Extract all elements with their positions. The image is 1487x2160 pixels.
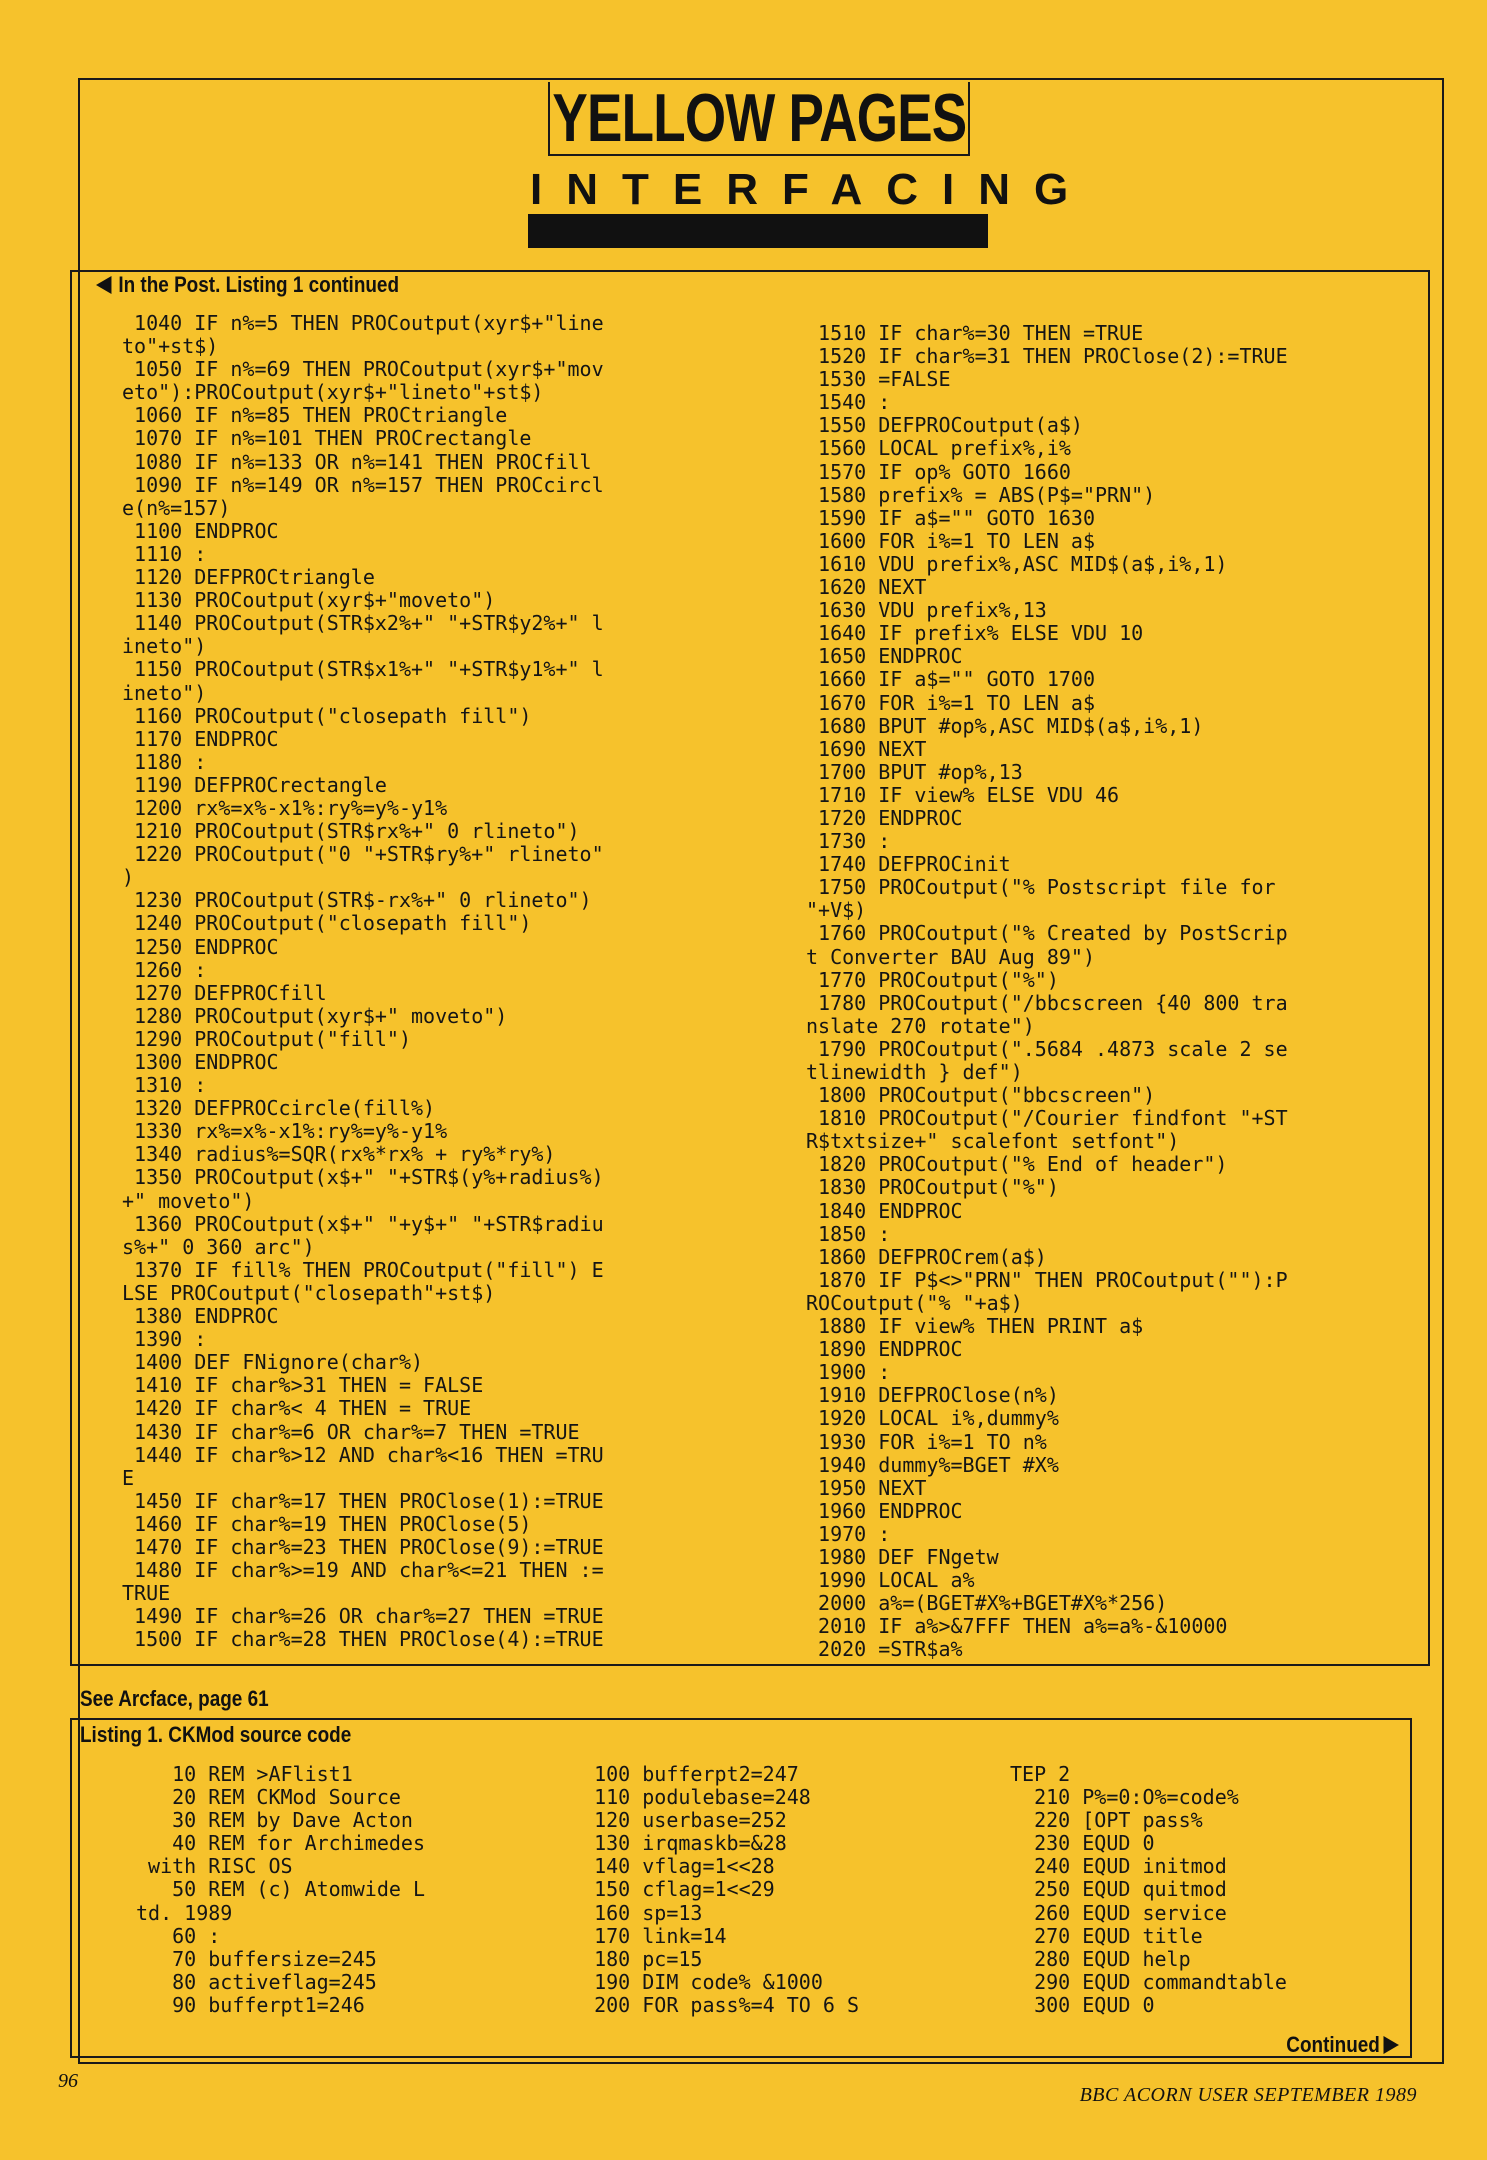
code-line: 1760 PROCoutput("% Created by PostScrip (806, 921, 1288, 946)
code-line: 1200 rx%=x%-x1%:ry%=y%-y1% (122, 795, 448, 820)
code-line: 130 irqmaskb=&28 (570, 1831, 787, 1856)
code-line: ineto") (122, 634, 207, 659)
code-line: 1990 LOCAL a% (806, 1568, 975, 1593)
code-line: 1630 VDU prefix%,13 (806, 598, 1047, 623)
code-line: 260 EQUD service (1010, 1900, 1227, 1925)
post-listing-heading: In the Post. Listing 1 continued (96, 272, 399, 298)
code-line: 210 P%=0:O%=code% (1010, 1785, 1239, 1810)
code-line: to"+st$) (122, 334, 219, 359)
code-line: 1220 PROCoutput("0 "+STR$ry%+" rlineto" (122, 842, 604, 867)
section-title: INTERFACING (530, 165, 1093, 214)
code-line: 1500 IF char%=28 THEN PROClose(4):=TRUE (122, 1627, 604, 1652)
code-line: 1050 IF n%=69 THEN PROCoutput(xyr$+"mov (122, 357, 604, 382)
page-title: YELLOW PAGES (551, 80, 967, 156)
code-line: 1580 prefix% = ABS(P$="PRN") (806, 482, 1156, 507)
code-line: 90 bufferpt1=246 (136, 1992, 365, 2017)
code-line: 1440 IF char%>12 AND char%<16 THEN =TRU (122, 1442, 604, 1467)
code-line: 1970 : (806, 1521, 891, 1546)
code-line: 1320 DEFPROCcircle(fill%) (122, 1096, 436, 1121)
code-line: 1270 DEFPROCfill (122, 980, 327, 1005)
code-line: 1240 PROCoutput("closepath fill") (122, 911, 532, 936)
code-line: 1180 : (122, 749, 207, 774)
code-line: R$txtsize+" scalefont setfont") (806, 1129, 1180, 1154)
code-line: 1290 PROCoutput("fill") (122, 1026, 411, 1051)
code-line: with RISC OS (136, 1854, 293, 1879)
code-line: 50 REM (c) Atomwide L (136, 1877, 425, 1902)
code-line: 120 userbase=252 (570, 1808, 787, 1833)
code-line: 1160 PROCoutput("closepath fill") (122, 703, 532, 728)
header-banner (548, 82, 970, 156)
code-line: 1820 PROCoutput("% End of header") (806, 1152, 1228, 1177)
code-line: 170 link=14 (570, 1923, 727, 1948)
code-line: 1400 DEF FNignore(char%) (122, 1350, 424, 1375)
code-line: 1490 IF char%=26 OR char%=27 THEN =TRUE (122, 1604, 604, 1629)
code-line: 1090 IF n%=149 OR n%=157 THEN PROCcircl (122, 472, 604, 497)
code-line: 160 sp=13 (570, 1900, 703, 1925)
code-line: TRUE (122, 1581, 171, 1606)
code-line: e(n%=157) (122, 495, 231, 520)
code-line: 1190 DEFPROCrectangle (122, 772, 387, 797)
post-listing-column-1 (122, 312, 604, 1651)
code-line: 1920 LOCAL i%,dummy% (806, 1406, 1059, 1431)
code-line: ) (122, 865, 135, 890)
code-line: 1660 IF a$="" GOTO 1700 (806, 667, 1095, 692)
code-line: 150 cflag=1<<29 (570, 1877, 775, 1902)
code-line: ineto") (122, 680, 207, 705)
code-line: 270 EQUD title (1010, 1923, 1203, 1948)
code-line: 1040 IF n%=5 THEN PROCoutput(xyr$+"line (122, 311, 604, 335)
code-line: tlinewidth } def") (806, 1060, 1023, 1084)
code-line: 10 REM >AFlist1 (136, 1762, 353, 1786)
code-line: 1520 IF char%=31 THEN PROClose(2):=TRUE (806, 344, 1288, 369)
code-line: 2020 =STR$a% (806, 1637, 963, 1662)
code-line: 1860 DEFPROCrem(a$) (806, 1244, 1047, 1269)
code-line: 110 podulebase=248 (570, 1785, 811, 1810)
code-line: 1210 PROCoutput(STR$rx%+" 0 rlineto") (122, 819, 580, 844)
code-line: 1850 : (806, 1221, 891, 1246)
ckmod-listing-heading: Listing 1. CKMod source code (80, 1722, 352, 1747)
code-line: 1280 PROCoutput(xyr$+" moveto") (122, 1003, 508, 1028)
code-line: 1740 DEFPROCinit (806, 852, 1011, 877)
code-line: 1840 ENDPROC (806, 1198, 963, 1223)
code-line: 230 EQUD 0 (1010, 1831, 1155, 1856)
code-line: 1690 NEXT (806, 736, 927, 761)
code-line: 1250 ENDPROC (122, 934, 279, 959)
code-line: 1680 BPUT #op%,ASC MID$(a$,i%,1) (806, 713, 1204, 738)
code-line: 1410 IF char%>31 THEN = FALSE (122, 1373, 484, 1398)
code-line: 250 EQUD quitmod (1010, 1877, 1227, 1902)
code-line: 190 DIM code% &1000 (570, 1969, 823, 1994)
code-line: 140 vflag=1<<28 (570, 1854, 775, 1879)
code-line: 1510 IF char%=30 THEN =TRUE (806, 321, 1144, 345)
code-line: 1910 DEFPROClose(n%) (806, 1383, 1059, 1408)
code-line: 1140 PROCoutput(STR$x2%+" "+STR$y2%+" l (122, 611, 604, 636)
code-line: 1720 ENDPROC (806, 805, 963, 830)
code-line: 1560 LOCAL prefix%,i% (806, 436, 1071, 461)
code-line: 1120 DEFPROCtriangle (122, 565, 375, 590)
code-line: 1950 NEXT (806, 1475, 927, 1500)
code-line: 1700 BPUT #op%,13 (806, 759, 1023, 784)
code-line: 100 bufferpt2=247 (570, 1762, 799, 1786)
code-line: 1640 IF prefix% ELSE VDU 10 (806, 621, 1144, 646)
code-line: 2010 IF a%>&7FFF THEN a%=a%-&10000 (806, 1614, 1228, 1639)
code-line: 1060 IF n%=85 THEN PROCtriangle (122, 403, 508, 428)
code-line: 1980 DEF FNgetw (806, 1544, 999, 1569)
arrow-right-icon (1384, 2036, 1399, 2054)
code-line: 1960 ENDPROC (806, 1498, 963, 1523)
code-line: 40 REM for Archimedes (136, 1831, 425, 1856)
code-line: 1380 ENDPROC (122, 1304, 279, 1329)
continued-label: Continued (1287, 2032, 1399, 2058)
publication-footer: BBC ACORN USER SEPTEMBER 1989 (1079, 2084, 1417, 2106)
code-line: 1590 IF a$="" GOTO 1630 (806, 505, 1095, 530)
code-line: 70 buffersize=245 (136, 1946, 377, 1971)
code-line: 1390 : (122, 1327, 207, 1352)
code-line: 1450 IF char%=17 THEN PROClose(1):=TRUE (122, 1488, 604, 1513)
code-line: 1880 IF view% THEN PRINT a$ (806, 1314, 1144, 1339)
code-line: LSE PROCoutput("closepath"+st$) (122, 1280, 496, 1305)
code-line: 1070 IF n%=101 THEN PROCrectangle (122, 426, 532, 451)
code-line: 290 EQUD commandtable (1010, 1969, 1287, 1994)
code-line: 1830 PROCoutput("%") (806, 1175, 1059, 1200)
code-line: 1810 PROCoutput("/Courier findfont "+ST (806, 1106, 1288, 1131)
code-line: 1340 radius%=SQR(rx%*rx% + ry%*ry%) (122, 1142, 556, 1167)
code-line: 1930 FOR i%=1 TO n% (806, 1429, 1047, 1454)
code-line: 1540 : (806, 390, 891, 415)
code-line: 200 FOR pass%=4 TO 6 S (570, 1992, 859, 2017)
code-line: s%+" 0 360 arc") (122, 1234, 315, 1259)
code-line: 300 EQUD 0 (1010, 1992, 1155, 2017)
code-line: 1710 IF view% ELSE VDU 46 (806, 782, 1120, 807)
post-listing-column-2 (806, 322, 1288, 1661)
code-line: 220 [OPT pass% (1010, 1808, 1203, 1833)
code-line: 80 activeflag=245 (136, 1969, 377, 1994)
code-line: 1150 PROCoutput(STR$x1%+" "+STR$y1%+" l (122, 657, 604, 682)
code-line: 1310 : (122, 1073, 207, 1098)
code-line: 1260 : (122, 957, 207, 982)
code-line: ROCoutput("% "+a$) (806, 1290, 1023, 1315)
code-line: 1620 NEXT (806, 575, 927, 600)
code-line: "+V$) (806, 898, 867, 923)
code-line: 1610 VDU prefix%,ASC MID$(a$,i%,1) (806, 551, 1228, 576)
code-line: 1870 IF P$<>"PRN" THEN PROCoutput(""):P (806, 1267, 1288, 1292)
ckmod-listing-column-2 (570, 1763, 859, 2017)
see-reference: See Arcface, page 61 (80, 1686, 269, 1711)
arrow-left-icon (96, 276, 111, 294)
code-line: 240 EQUD initmod (1010, 1854, 1227, 1879)
code-line: 1110 : (122, 541, 207, 566)
code-line: 1770 PROCoutput("%") (806, 967, 1059, 992)
code-line: 1420 IF char%< 4 THEN = TRUE (122, 1396, 472, 1421)
code-line: 30 REM by Dave Acton (136, 1808, 413, 1833)
code-line: 1570 IF op% GOTO 1660 (806, 459, 1071, 484)
code-line: 1080 IF n%=133 OR n%=141 THEN PROCfill (122, 449, 592, 474)
code-line: 180 pc=15 (570, 1946, 703, 1971)
code-line: 1750 PROCoutput("% Postscript file for (806, 875, 1276, 900)
code-line: 1230 PROCoutput(STR$-rx%+" 0 rlineto") (122, 888, 592, 913)
code-line: eto"):PROCoutput(xyr$+"lineto"+st$) (122, 380, 544, 405)
code-line: 1170 ENDPROC (122, 726, 279, 751)
code-line: 1530 =FALSE (806, 367, 951, 392)
code-line: t Converter BAU Aug 89") (806, 944, 1095, 969)
code-line: 2000 a%=(BGET#X%+BGET#X%*256) (806, 1591, 1168, 1616)
code-line: 280 EQUD help (1010, 1946, 1191, 1971)
code-line: nslate 270 rotate") (806, 1013, 1035, 1038)
code-line: 1650 ENDPROC (806, 644, 963, 669)
code-line: 1670 FOR i%=1 TO LEN a$ (806, 690, 1095, 715)
code-line: 1890 ENDPROC (806, 1337, 963, 1362)
code-line: 1300 ENDPROC (122, 1050, 279, 1074)
code-line: 1600 FOR i%=1 TO LEN a$ (806, 528, 1095, 553)
code-line: +" moveto") (122, 1188, 255, 1213)
code-line: 1470 IF char%=23 THEN PROClose(9):=TRUE (122, 1534, 604, 1559)
code-line: 1370 IF fill% THEN PROCoutput("fill") E (122, 1257, 604, 1282)
code-line: 1460 IF char%=19 THEN PROClose(5) (122, 1511, 532, 1536)
code-line: 1780 PROCoutput("/bbcscreen {40 800 tra (806, 990, 1288, 1015)
code-line: td. 1989 (136, 1900, 233, 1925)
code-line: 1130 PROCoutput(xyr$+"moveto") (122, 588, 496, 613)
code-line: 1330 rx%=x%-x1%:ry%=y%-y1% (122, 1119, 448, 1144)
code-line: TEP 2 (1010, 1762, 1071, 1786)
code-line: 1480 IF char%>=19 AND char%<=21 THEN := (122, 1558, 604, 1583)
code-line: 1360 PROCoutput(x$+" "+y$+" "+STR$radiu (122, 1211, 604, 1236)
code-line: 20 REM CKMod Source (136, 1785, 401, 1810)
code-line: 1900 : (806, 1360, 891, 1385)
ckmod-listing-column-3 (1010, 1763, 1287, 2017)
ckmod-listing-column-1 (136, 1763, 425, 2017)
code-line: 1550 DEFPROCoutput(a$) (806, 413, 1083, 438)
code-line: 1940 dummy%=BGET #X% (806, 1452, 1059, 1477)
code-line: 1430 IF char%=6 OR char%=7 THEN =TRUE (122, 1419, 580, 1444)
page-number: 96 (58, 2070, 78, 2092)
code-line: 1800 PROCoutput("bbcscreen") (806, 1083, 1156, 1108)
code-line: 60 : (136, 1923, 221, 1948)
section-rule (528, 214, 988, 248)
code-line: 1730 : (806, 829, 891, 854)
code-line: 1350 PROCoutput(x$+" "+STR$(y%+radius%) (122, 1165, 604, 1190)
code-line: E (122, 1465, 135, 1490)
code-line: 1100 ENDPROC (122, 518, 279, 543)
code-line: 1790 PROCoutput(".5684 .4873 scale 2 se (806, 1036, 1288, 1061)
